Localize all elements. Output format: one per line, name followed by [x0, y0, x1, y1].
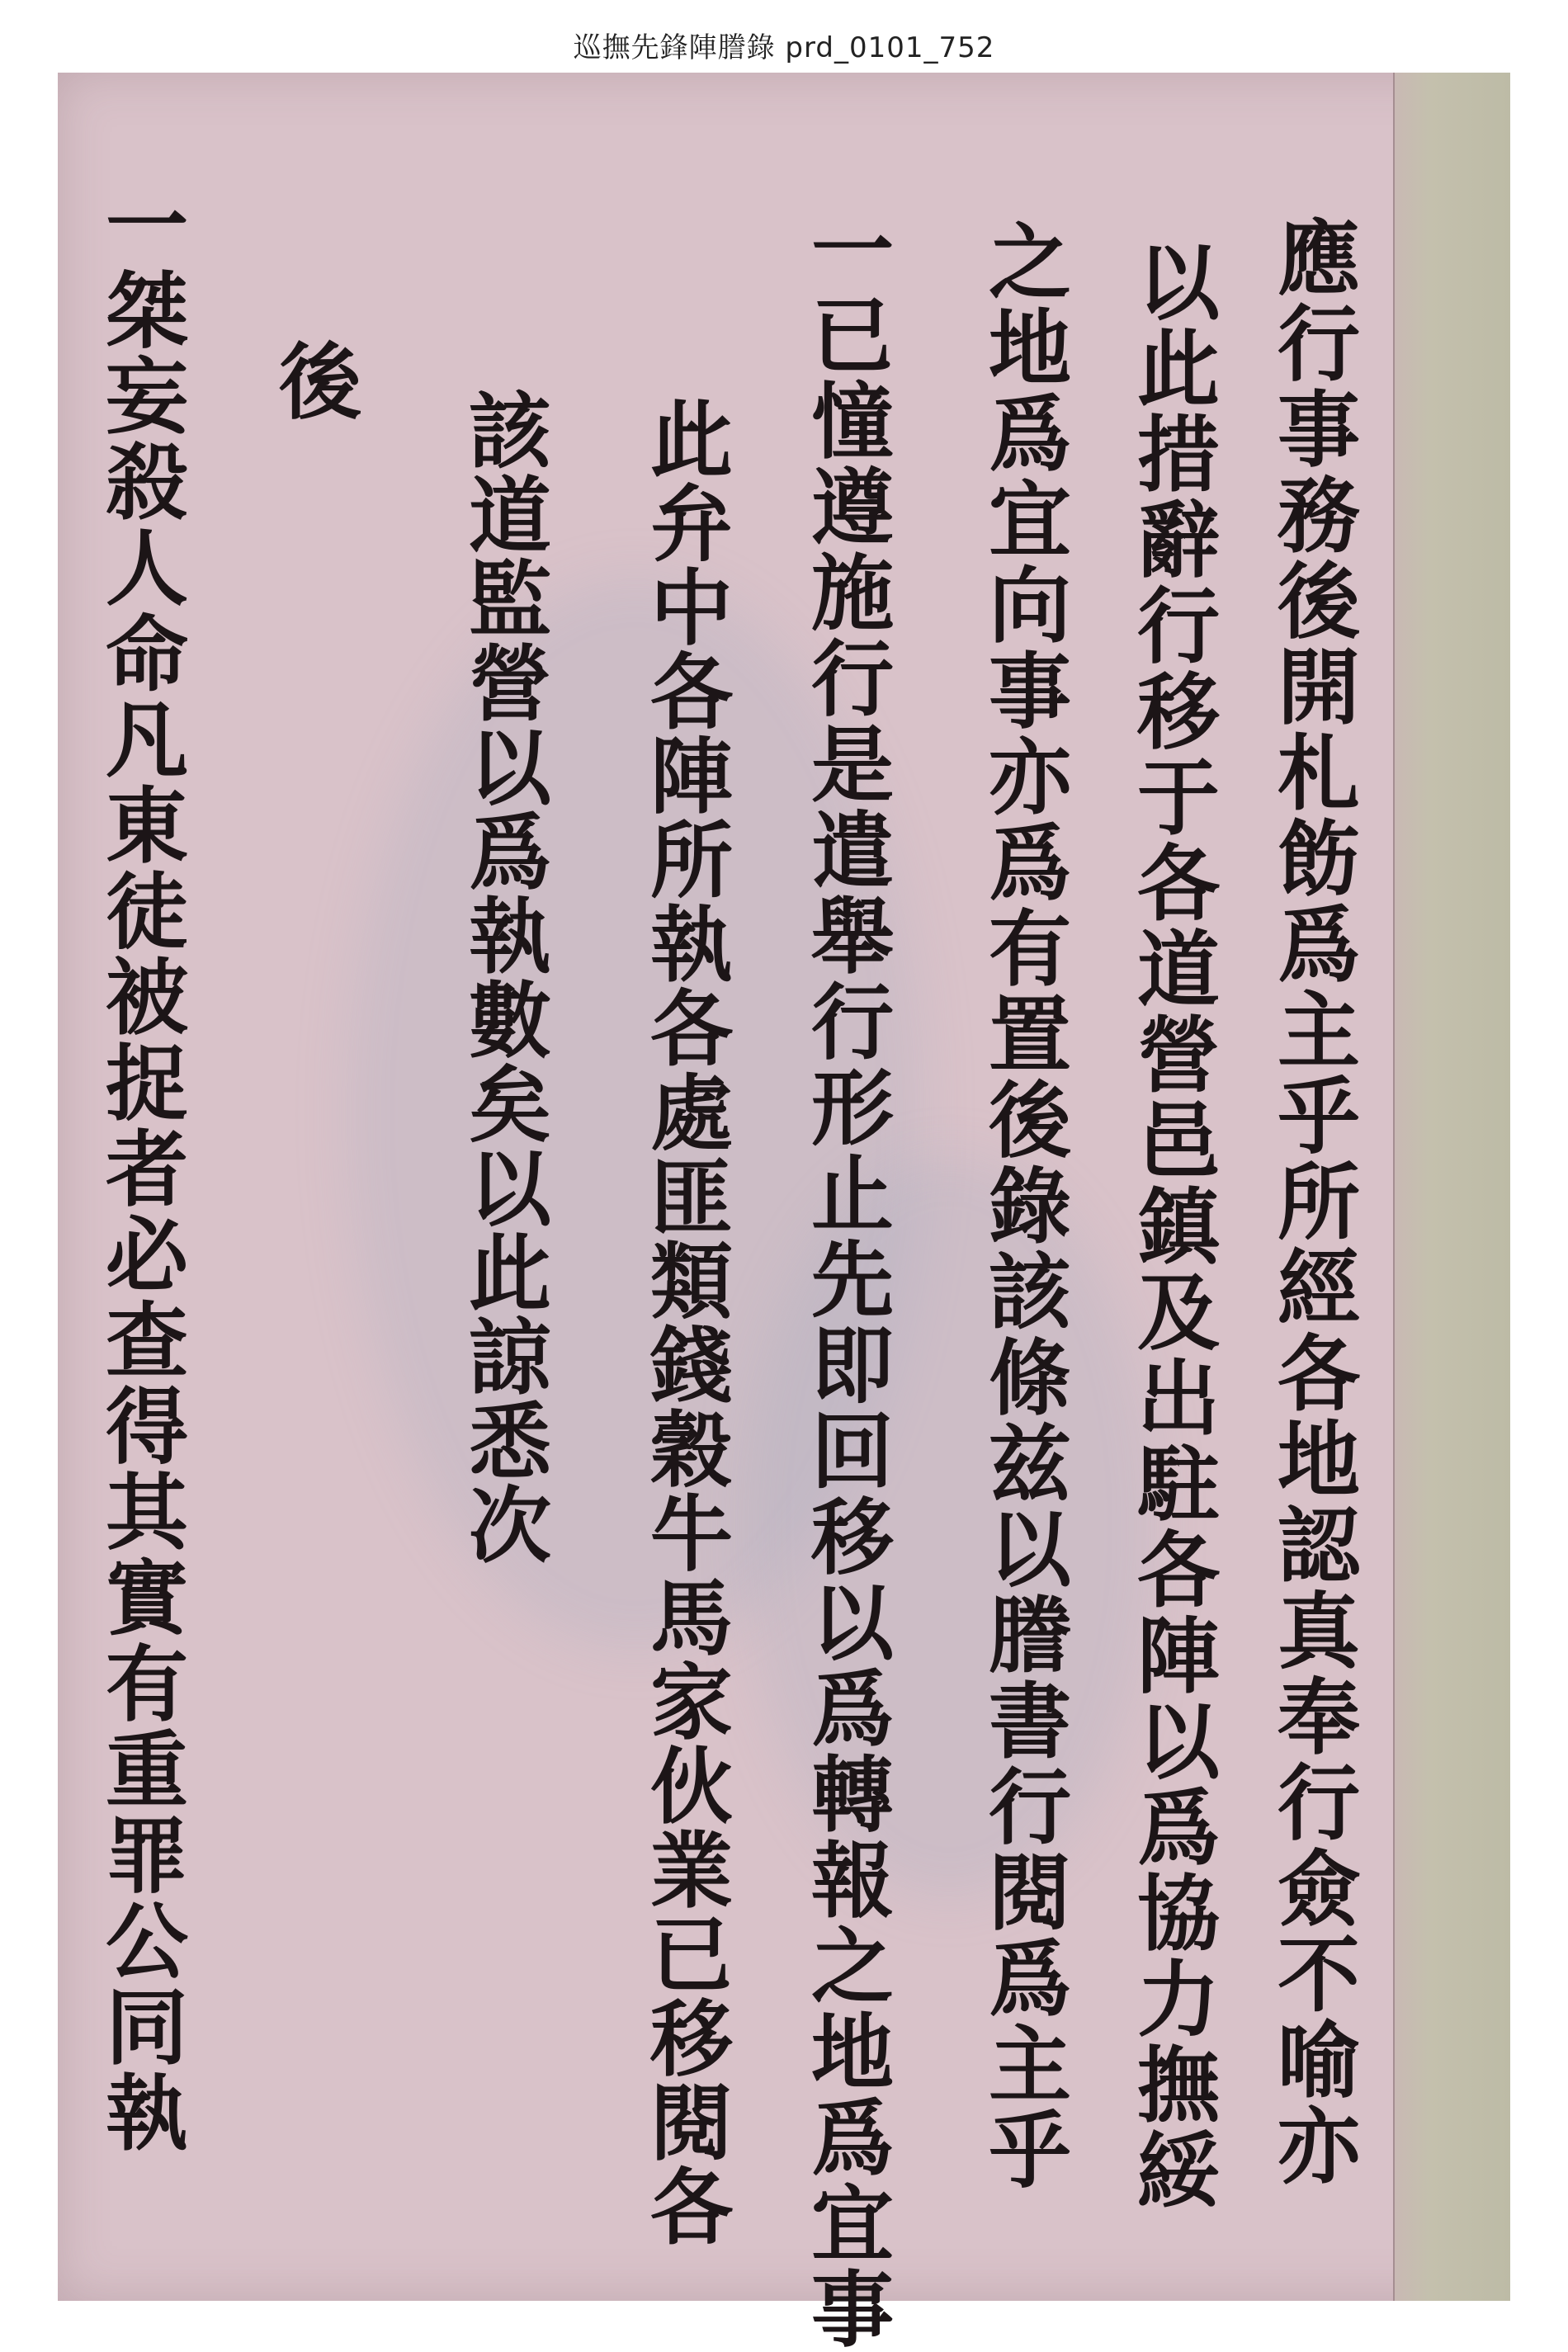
- text-column-8: 一桀妄殺人命凡東徒被捉者必查得其實有重罪公同執: [92, 182, 189, 2156]
- text-column-4: 一已憧遵施行是遣舉行形止先即回移以爲轉報之地爲宜事: [797, 206, 895, 2352]
- text-column-7: 後: [265, 338, 362, 424]
- page-header: 巡撫先鋒陣謄錄 prd_0101_752: [573, 31, 995, 64]
- text-column-3: 之地爲宜向事亦爲有置後錄該條兹以謄書行閱爲主乎: [975, 219, 1072, 2193]
- text-column-1: 應行事務後開札飭爲主乎所經各地認真奉行僉不喻亦: [1263, 215, 1361, 2189]
- text-column-5: 此弁中各陣所執各處匪類錢穀牛馬家伙業已移閱各: [636, 396, 734, 2248]
- book-binding: [1395, 73, 1510, 2301]
- text-column-6: 該道監營以爲執數矣以此諒悉次: [455, 388, 552, 1566]
- text-column-2: 以此措辭行移于各道營邑鎮及出駐各陣以爲協力撫綏: [1123, 239, 1221, 2213]
